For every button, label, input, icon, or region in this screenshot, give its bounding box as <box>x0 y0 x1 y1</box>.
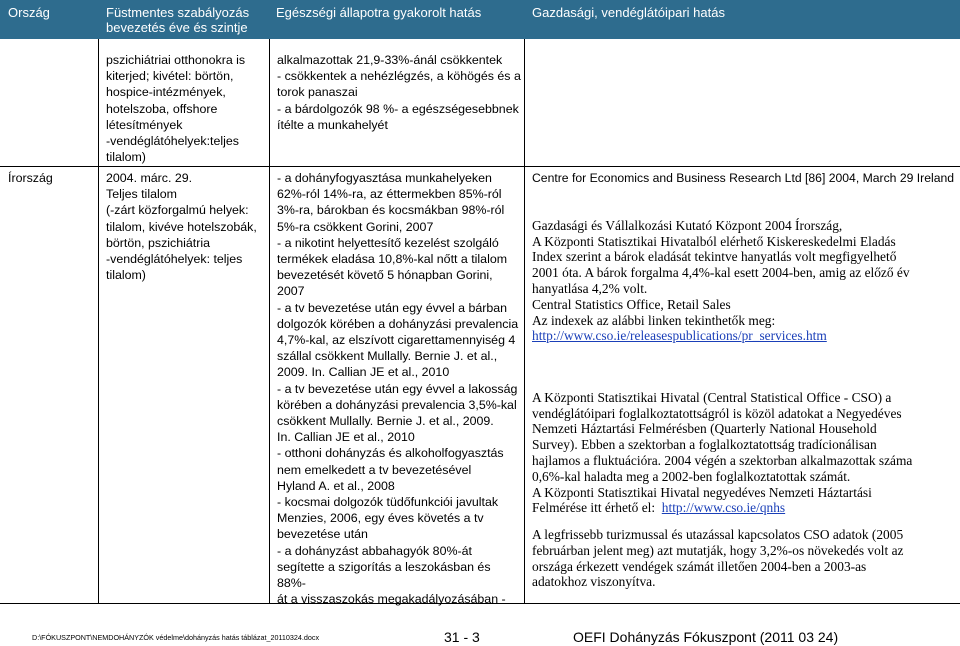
header-economic-effect: Gazdasági, vendéglátóipari hatás <box>532 5 725 20</box>
footer-file-path: D:\FÓKUSZPONT\NEMDOHÁNYZÓK védelme\dohányzás hatás táblázat_20110324.docx <box>32 633 320 642</box>
previous-row-regulation: pszichiátriai otthonokra is kiterjed; kivétel: börtön, hospice-intézmények, hotelszoba, offshore létesítmények -vendéglátóhelyek:teljes tilalom) <box>106 53 246 165</box>
cso-qnhs-link[interactable]: http://www.cso.ie/qnhs <box>661 500 786 516</box>
vertical-divider-2 <box>269 39 270 604</box>
economic-paragraph-1-text: Gazdasági és Vállalkozási Kutató Központ 2004 Írország, A Központi Statisztikai Hivatalból elérhető Kiskereskedelmi Eladás Index szerint a bárok eladását tekintve hanyatlás volt megfigyelhető 2001 óta. A bárok forgalma 4,4%-kal esett 2004-ben, amig az előző év hanyatlása 4,2% volt. Central Statistics Office, Retail Sales Az indexek az alábbi linken tekinthetők meg: <box>532 217 910 328</box>
header-country: Ország <box>8 5 50 20</box>
ireland-economic-paragraph-1 <box>532 202 958 344</box>
economic-paragraph-2-text: A Központi Statisztikai Hivatal (Central Statistical Office - CSO) a vendéglátóipari foglalkoztatottságról is közöl adatokat a Negyedéves Nemzeti Háztartási Felmérésben (Quarterly National Household Survey). Ebben a szektorban a foglalkoztatottság tradícionálisan hajlamos a fluktuációra. 2004 végén a szektorban alkalmazottak száma 0,6%-kal haladta meg a 2002-ben foglalkoztatottak számát. A Központi Statisztikai Hivatal negyedéves Nemzeti Háztartási <box>532 389 913 500</box>
header-health-effect: Egészségi állapotra gyakorolt hatás <box>276 5 482 20</box>
ireland-economic-paragraph-3: A legfrissebb turizmussal és utazással kapcsolatos CSO adatok (2005 februárban jelent meg) azt mutatják, hogy 3,2%-os növekedés volt az országa érkezett vendégek számát illetően 2004-ben a 2003-as adatokhoz viszonyítva. <box>532 527 904 590</box>
country-ireland: Írország <box>8 171 53 185</box>
previous-row-health-effect: alkalmazottak 21,9-33%-ánál csökkentek - csökkentek a nehézlégzés, a köhögés és a torok panaszai - a bárdolgozók 98 %- a egészségesebbnek ítélte a munkahelyét <box>277 53 521 132</box>
footer-document-title: OEFI Dohányzás Fókuszpont (2011 03 24) <box>573 629 839 645</box>
cso-retail-sales-link[interactable]: http://www.cso.ie/releasespublications/pr_services.htm <box>532 328 827 344</box>
table-header-row <box>0 0 960 39</box>
ireland-economic-paragraph-2 <box>532 374 958 516</box>
ireland-health-effect: - a dohányfogyasztása munkahelyeken 62%-ról 14%-ra, az éttermekben 85%-ról 3%-ra, bárokban és kocsmákban 98%-ról 5%-ra csökkent Gorini, 2007 - a nikotint helyettesítő kezelést szolgáló termékek eladása 10,8%-kal nőtt a tilalom bevezetését követő 5 hónapban Gorini, 2007 - a tv bevezetése után egy évvel a bárban dolgozók körében a dohányzási prevalencia 4,7%-kal, az elszívott cigarettamennyiség 4 szállal csökkent Mullally. Bernie J. et al., 2009. In. Callian JE et al., 2010 - a tv bevezetése után egy évvel a lakosság körében a dohányzási prevalencia 3,5%-kal csökkent Mullally. Bernie J. et al., 2009. In. Callian JE et al., 2010 - otthoni dohányzás és alkoholfogyasztás nem emelkedett a tv bevezetésével Hyland A. et al., 2008 - kocsmai dolgozók tüdőfunkciói javultak Menzies, 2006, egy éves követés a tv bevezetése után - a dohányzást abbahagyók 80%-át segítette a szigorítás a leszokásban és 88%- át a visszaszokás megakadályozásában - <box>277 171 519 607</box>
footer-page-number: 31 - 3 <box>444 629 480 645</box>
economic-paragraph-2-last-line <box>532 500 785 515</box>
header-regulation: Füstmentes szabályozás bevezetés éve és szintje <box>106 5 250 35</box>
ireland-economic-source: Centre for Economics and Business Research Ltd [86] 2004, March 29 Ireland <box>532 171 955 185</box>
vertical-divider-1 <box>98 39 99 604</box>
page-footer <box>0 629 960 646</box>
ireland-regulation: 2004. márc. 29. Teljes tilalom (-zárt közforgalmú helyek: tilalom, kivéve hotelszobák, börtön, pszichiátria -vendéglátóhelyek: teljes tilalom) <box>106 171 257 283</box>
vertical-divider-3 <box>524 39 525 604</box>
row-divider <box>0 166 960 167</box>
qnhs-lead-text: Felmérése itt érhető el: <box>532 500 656 516</box>
